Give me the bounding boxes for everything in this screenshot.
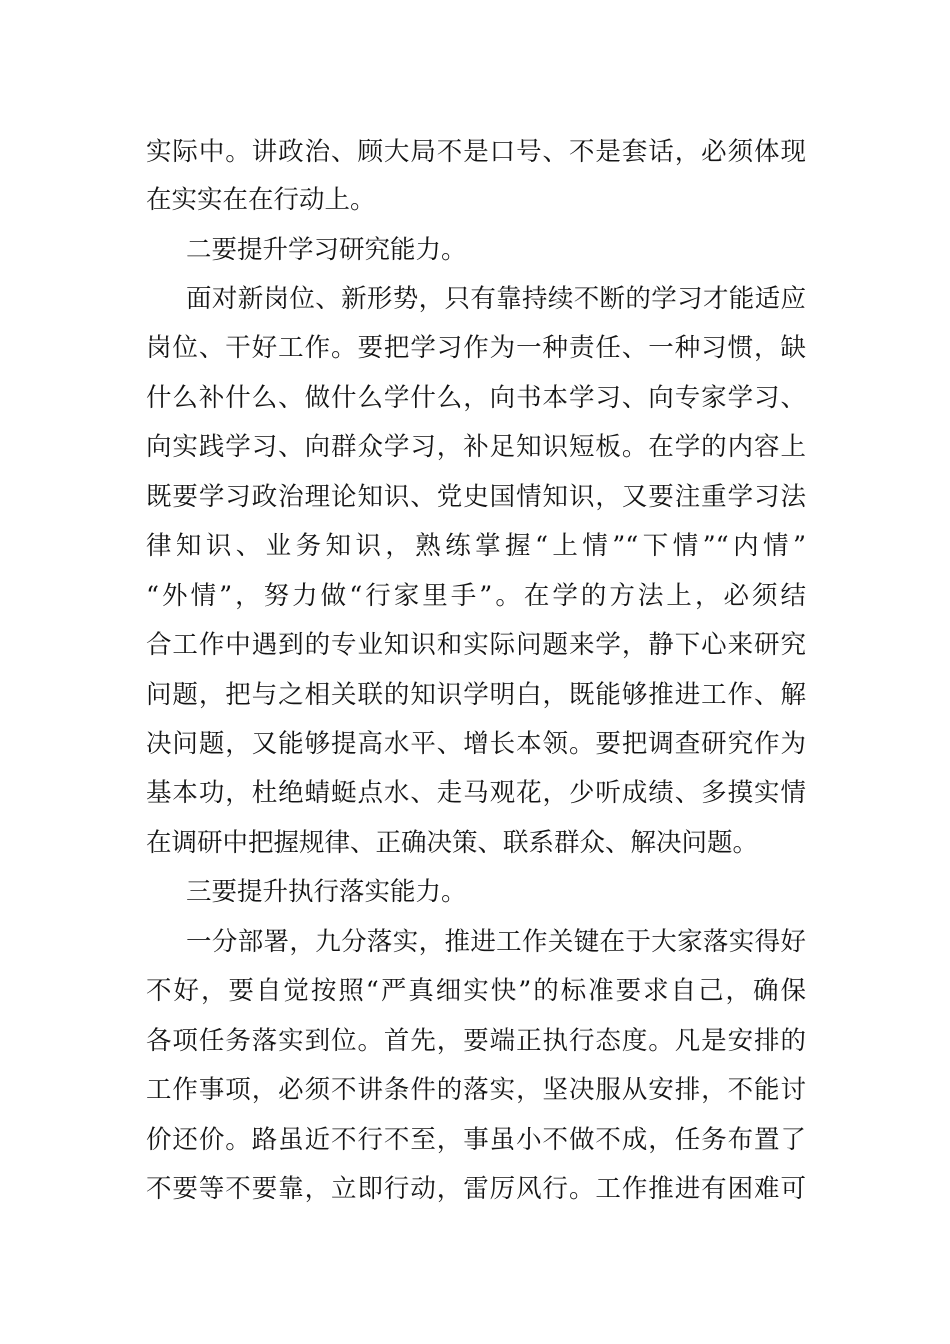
text-line: 向实践学习、向群众学习，补足知识短板。在学的内容上 [146, 432, 806, 462]
text-line: 合工作中遇到的专业知识和实际问题来学，静下心来研究 [146, 630, 806, 660]
section-heading: 二要提升学习研究能力。 [186, 235, 467, 265]
text-line: 一分部署，九分落实，推进工作关键在于大家落实得好 [186, 927, 806, 957]
text-line: 工作事项，必须不讲条件的落实，坚决服从安排，不能讨 [146, 1075, 806, 1105]
text-line: 不好，要自觉按照“严真细实快”的标准要求自己，确保 [146, 976, 806, 1006]
text-line: 既要学习政治理论知识、党史国情知识，又要注重学习法 [146, 482, 806, 512]
section-heading: 三要提升执行落实能力。 [186, 877, 467, 907]
text-line: 面对新岗位、新形势，只有靠持续不断的学习才能适应 [186, 284, 806, 314]
text-line: “外情”，努力做“行家里手”。在学的方法上，必须结 [146, 581, 806, 611]
text-line: 岗位、干好工作。要把学习作为一种责任、一种习惯，缺 [146, 333, 806, 363]
text-line: 律知识、业务知识，熟练掌握“上情”“下情”“内情” [146, 531, 806, 561]
text-line: 不要等不要靠，立即行动，雷厉风行。工作推进有困难可 [146, 1174, 806, 1204]
text-line: 什么补什么、做什么学什么，向书本学习、向专家学习、 [146, 383, 806, 413]
text-line: 实际中。讲政治、顾大局不是口号、不是套话，必须体现 [146, 137, 806, 167]
text-line: 价还价。路虽近不行不至，事虽小不做不成，任务布置了 [146, 1125, 806, 1155]
text-line: 在调研中把握规律、正确决策、联系群众、解决问题。 [146, 828, 759, 858]
text-line: 基本功，杜绝蜻蜓点水、走马观花，少听成绩、多摸实情 [146, 778, 806, 808]
text-line: 各项任务落实到位。首先，要端正执行态度。凡是安排的 [146, 1026, 806, 1056]
text-line: 在实实在在行动上。 [146, 185, 376, 215]
text-line: 问题，把与之相关联的知识学明白，既能够推进工作、解 [146, 680, 806, 710]
text-line: 决问题，又能够提高水平、增长本领。要把调查研究作为 [146, 729, 806, 759]
